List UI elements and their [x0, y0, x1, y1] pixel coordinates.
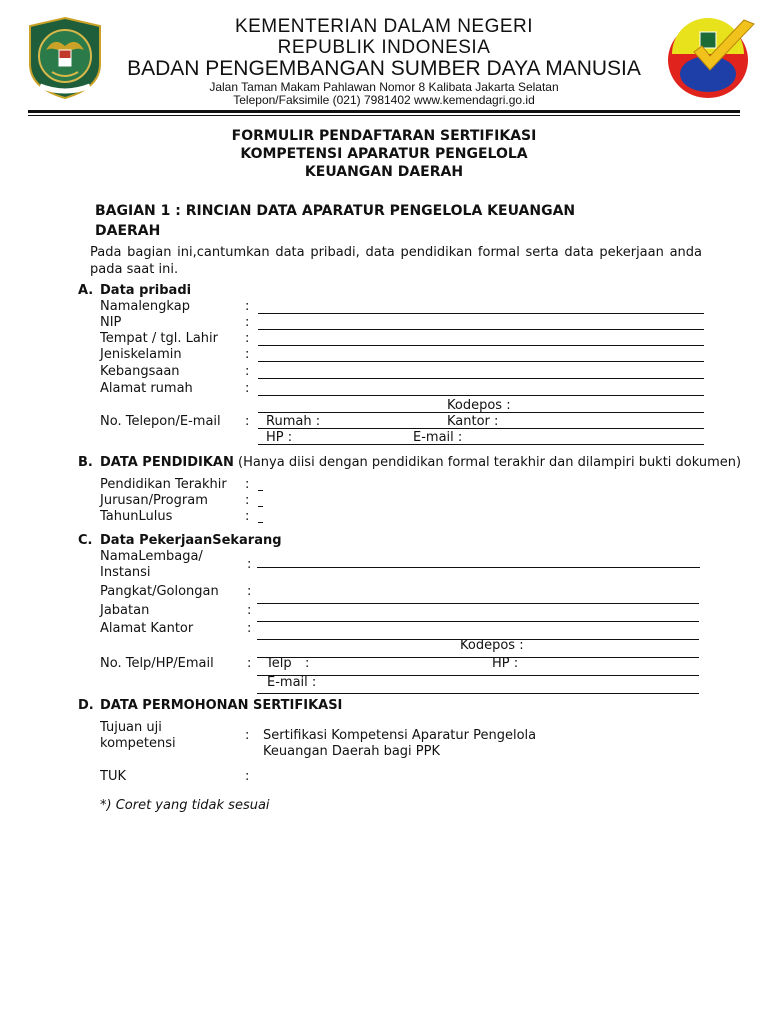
nama-lembaga-field[interactable]: [257, 567, 700, 568]
label-email: E-mail :: [413, 430, 463, 445]
label-telp: Telp: [266, 656, 292, 671]
label-kompetensi: kompetensi: [100, 736, 176, 751]
label-tempat-tgl-lahir: Tempat / tgl. Lahir: [100, 331, 218, 346]
tahun-lulus-field[interactable]: [258, 522, 263, 523]
colon: :: [245, 493, 250, 508]
colon: :: [247, 603, 252, 618]
colon: :: [245, 728, 250, 743]
colon: :: [245, 381, 250, 396]
header-ministry: KEMENTERIAN DALAM NEGERI: [234, 16, 534, 37]
pendidikan-terakhir-field[interactable]: [258, 490, 263, 491]
colon: :: [247, 621, 252, 636]
alamat-rumah-field[interactable]: [258, 395, 704, 396]
jurusan-program-field[interactable]: [258, 506, 263, 507]
kodepos-kantor-field[interactable]: [257, 657, 699, 658]
label-nama-lembaga: NamaLembaga/: [100, 549, 203, 564]
label-jurusan-program: Jurusan/Program: [100, 493, 208, 508]
label-nama-lengkap: Namalengkap: [100, 299, 190, 314]
header-agency: BADAN PENGEMBANGAN SUMBER DAYA MANUSIA: [127, 57, 641, 80]
label-telepon-email: No. Telepon/E-mail: [100, 414, 221, 429]
colon: :: [245, 347, 250, 362]
label-nip: NIP: [100, 315, 122, 330]
section-1-heading: [95, 201, 655, 241]
colon: :: [245, 315, 250, 330]
label-telp-hp-email: No. Telp/HP/Email: [100, 656, 214, 671]
section-b-letter: B.: [78, 455, 93, 470]
section-b-heading: [100, 455, 741, 470]
hp-email-field[interactable]: [258, 444, 704, 445]
form-title-line-1: FORMULIR PENDAFTARAN SERTIFIKASI: [231, 128, 537, 144]
tempat-tgl-lahir-field[interactable]: [258, 345, 704, 346]
section-a-title: Data pribadi: [100, 283, 192, 298]
label-hp-kantor: HP :: [492, 656, 519, 671]
letterhead-rule-thin: [28, 115, 740, 116]
header-republic: REPUBLIK INDONESIA: [277, 37, 491, 58]
label-hp: HP :: [266, 430, 293, 445]
label-pangkat-golongan: Pangkat/Golongan: [100, 584, 219, 599]
label-kodepos: Kodepos :: [447, 398, 511, 413]
letterhead-rule-thick: [28, 110, 740, 113]
header-contact: Telepon/Faksimile (021) 7981402 www.kemendagri.go.id: [233, 93, 535, 107]
section-b-note: (Hanya diisi dengan pendidikan formal terakhir dan dilampiri bukti dokumen): [233, 455, 742, 470]
colon: :: [247, 584, 252, 599]
section-d-letter: D.: [78, 698, 94, 713]
label-jabatan: Jabatan: [100, 603, 150, 618]
label-tahun-lulus: TahunLulus: [100, 509, 173, 524]
tujuan-value-line-1: Sertifikasi Kompetensi Aparatur Pengelola: [263, 728, 537, 743]
section-1-heading-line-2: DAERAH: [95, 223, 161, 239]
nip-field[interactable]: [258, 329, 704, 330]
label-tujuan-uji: Tujuan uji: [100, 720, 162, 735]
label-alamat-rumah: Alamat rumah: [100, 381, 193, 396]
section-1-heading-line-1: BAGIAN 1 : RINCIAN DATA APARATUR PENGELOLA KEUANGAN: [95, 203, 576, 219]
colon: :: [247, 656, 252, 671]
lsp-pdn-logo-icon: [666, 16, 758, 102]
form-title-line-3: KEUANGAN DAERAH: [304, 164, 464, 180]
label-email-kantor: E-mail :: [267, 675, 317, 690]
label-alamat-kantor: Alamat Kantor: [100, 621, 194, 636]
label-kebangsaan: Kebangsaan: [100, 364, 180, 379]
colon: :: [245, 769, 250, 784]
label-pendidikan-terakhir: Pendidikan Terakhir: [100, 477, 227, 492]
section-c-letter: C.: [78, 533, 93, 548]
colon: :: [245, 477, 250, 492]
label-tuk: TUK: [100, 769, 126, 784]
kodepos-field[interactable]: [258, 412, 704, 413]
form-title-line-2: KOMPETENSI APARATUR PENGELOLA: [240, 146, 528, 162]
footnote: *) Coret yang tidak sesuai: [100, 798, 270, 813]
telp-hp-field[interactable]: [257, 675, 699, 676]
colon: :: [245, 364, 250, 379]
label-kodepos-kantor: Kodepos :: [460, 638, 524, 653]
label-rumah: Rumah :: [266, 414, 321, 429]
section-a-letter: A.: [78, 283, 94, 298]
jabatan-field[interactable]: [257, 621, 699, 622]
header-address: Jalan Taman Makam Pahlawan Nomor 8 Kalibata Jakarta Selatan: [209, 80, 559, 94]
section-b-title: DATA PENDIDIKAN: [100, 455, 234, 470]
colon: :: [245, 509, 250, 524]
pangkat-golongan-field[interactable]: [257, 603, 699, 604]
telepon-field[interactable]: [258, 428, 704, 429]
colon: :: [247, 557, 252, 572]
colon: :: [245, 331, 250, 346]
label-jenis-kelamin: Jeniskelamin: [100, 347, 182, 362]
colon: :: [245, 414, 250, 429]
colon: :: [245, 299, 250, 314]
label-instansi: Instansi: [100, 565, 151, 580]
label-kantor: Kantor :: [447, 414, 499, 429]
section-c-title: Data PekerjaanSekarang: [100, 533, 282, 548]
email-kantor-field[interactable]: [257, 693, 699, 694]
kebangsaan-field[interactable]: [258, 378, 704, 379]
section-d-title: DATA PERMOHONAN SERTIFIKASI: [100, 698, 343, 713]
section-1-intro: Pada bagian ini,cantumkan data pribadi, data pendidikan formal serta data pekerjaan anda pada saat ini.: [90, 245, 702, 277]
telp-colon: :: [305, 656, 310, 671]
tujuan-value-line-2: Keuangan Daerah bagi PPK: [263, 744, 440, 759]
nama-lengkap-field[interactable]: [258, 313, 704, 314]
jenis-kelamin-field[interactable]: [258, 361, 704, 362]
